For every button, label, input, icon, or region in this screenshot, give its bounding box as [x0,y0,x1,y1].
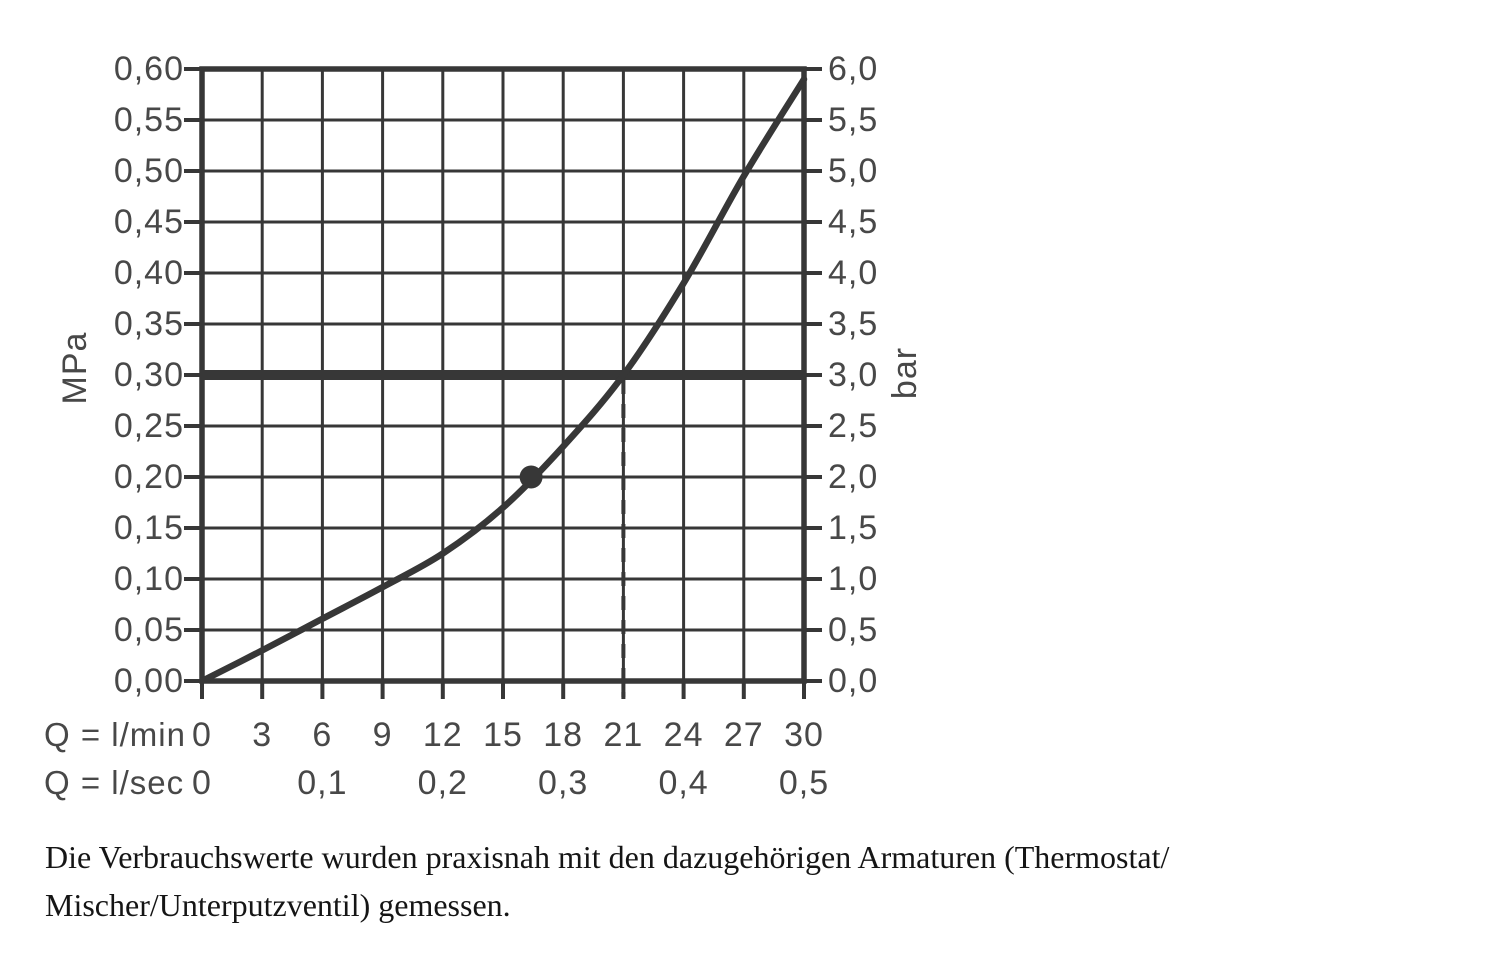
x-lmin-tick-label: 18 [543,716,584,754]
x-axis-lmin-row-label: Q = l/min [44,716,186,753]
y-right-tick-label: 4,5 [828,203,879,241]
y-right-tick-label: 3,0 [828,356,879,394]
x-lmin-tick-label: 21 [603,716,644,754]
operating-point-dot [520,466,543,489]
y-left-tick-label: 0,25 [113,407,184,445]
y-right-tick-label: 5,0 [828,152,879,190]
y-axis-left-unit-label: MPa [56,331,94,405]
y-left-tick-label: 0,40 [113,254,184,292]
y-left-tick-label: 0,10 [113,560,184,598]
y-right-tick-label: 6,0 [828,50,879,88]
y-left-tick-label: 0,50 [113,152,184,190]
y-right-tick-label: 3,5 [828,305,879,343]
y-right-tick-label: 2,5 [828,407,879,445]
y-left-tick-label: 0,30 [113,356,184,394]
caption-line-1: Die Verbrauchswerte wurden praxisnah mit den dazugehörigen Armaturen (Thermostat/ [45,839,1170,875]
y-left-tick-label: 0,00 [113,662,184,700]
y-left-tick-label: 0,35 [113,305,184,343]
x-lmin-tick-label: 27 [723,716,764,754]
x-lmin-tick-label: 6 [312,716,333,754]
x-lmin-tick-label: 30 [784,716,824,754]
x-lsec-tick-label: 0,5 [778,764,830,802]
x-lmin-tick-label: 0 [192,716,212,754]
x-lmin-tick-label: 12 [422,716,463,754]
x-lsec-tick-label: 0,3 [538,764,589,802]
caption-line-2: Mischer/Unterputzventil) gemessen. [45,887,511,923]
y-right-tick-label: 1,0 [828,560,879,598]
y-left-tick-label: 0,60 [113,50,184,88]
x-lsec-tick-label: 0,4 [658,764,709,802]
y-left-tick-label: 0,15 [113,509,184,547]
y-right-tick-label: 0,0 [828,662,879,700]
caption [45,833,1445,929]
y-right-tick-label: 1,5 [828,509,879,547]
y-left-tick-label: 0,20 [113,458,184,496]
y-left-tick-label: 0,45 [113,203,184,241]
y-right-tick-label: 5,5 [828,101,879,139]
y-left-tick-label: 0,05 [113,611,184,649]
x-lmin-tick-label: 15 [483,716,523,754]
x-lsec-tick-label: 0 [192,764,212,802]
y-right-tick-label: 0,5 [828,611,879,649]
x-axis-lsec-row-label: Q = l/sec [44,764,185,801]
x-lsec-tick-label: 0,2 [417,764,468,802]
y-axis-right-unit-label: bar [886,346,924,400]
y-right-tick-label: 4,0 [828,254,879,292]
y-left-tick-label: 0,55 [113,101,184,139]
y-right-tick-label: 2,0 [828,458,879,496]
x-lmin-tick-label: 9 [372,716,393,754]
x-lsec-tick-label: 0,1 [297,764,348,802]
x-lmin-tick-label: 3 [252,716,273,754]
x-lmin-tick-label: 24 [663,716,704,754]
